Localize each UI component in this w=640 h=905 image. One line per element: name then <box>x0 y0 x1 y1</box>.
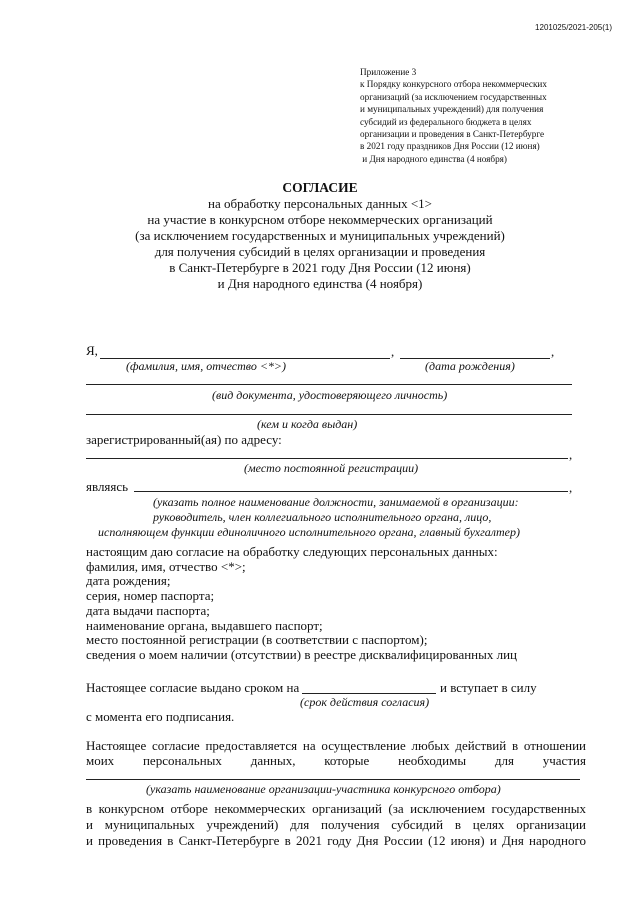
consent-list <box>86 545 517 663</box>
document-number: 1201025/2021-205(1) <box>535 23 612 32</box>
appendix-line: организаций (за исключением государственных <box>360 91 547 102</box>
organization-field[interactable] <box>86 779 580 780</box>
appendix-header <box>360 66 547 165</box>
position-hint: руководитель, член коллегиального исполнительного органа, лицо, <box>153 510 492 524</box>
purpose-line-1: Настоящее согласие предоставляется на осуществление любых действий в отношении <box>86 738 586 753</box>
term-field[interactable] <box>302 693 436 694</box>
term-prefix: Настоящее согласие выдано сроком на <box>86 680 300 695</box>
position-field[interactable] <box>134 491 568 492</box>
purpose-word: для <box>494 753 514 768</box>
residence-field[interactable] <box>86 458 568 459</box>
appendix-line: в 2021 году праздников Дня России (12 июня) <box>360 141 540 152</box>
id-document-field[interactable] <box>86 384 572 385</box>
subtitle-line: (за исключением государственных и муниципальных учреждений) <box>135 228 505 243</box>
purpose-word: которые <box>324 753 370 768</box>
comma: , <box>391 344 395 359</box>
subtitle-line: для получения субсидий в целях организации и проведения <box>154 244 486 259</box>
list-item: наименование органа, выдавшего паспорт; <box>86 617 323 633</box>
appendix-line: и Дня народного единства (4 ноября) <box>360 153 507 164</box>
fio-hint: (фамилия, имя, отчество <*>) <box>126 359 287 373</box>
list-item: фамилия, имя, отчество <*>; <box>86 558 246 574</box>
page-title: СОГЛАСИЕ <box>282 180 358 195</box>
comma: , <box>569 447 573 462</box>
comma: , <box>569 480 573 495</box>
subtitle-line: на обработку персональных данных <1> <box>207 196 432 211</box>
id-document-hint: (вид документа, удостоверяющего личность) <box>212 388 448 402</box>
organization-hint: (указать наименование организации-участника конкурсного отбора) <box>146 782 501 796</box>
term-hint: (срок действия согласия) <box>300 695 430 709</box>
purpose-word: необходимы <box>398 753 467 768</box>
list-item: сведения о моем наличии (отсутствии) в реестре дисквалифицированных лиц <box>86 646 518 662</box>
registered-label: зарегистрированный(ая) по адресу: <box>86 432 282 447</box>
purpose-line-2 <box>86 753 586 769</box>
purpose-word: данных, <box>250 753 296 768</box>
title-block <box>0 179 640 292</box>
position-hint: (указать полное наименование должности, занимаемой в организации: <box>153 495 519 509</box>
appendix-line: к Порядку конкурсного отбора некоммерческих <box>360 79 547 90</box>
list-item: дата рождения; <box>86 573 171 589</box>
residence-hint: (место постоянной регистрации) <box>244 461 419 475</box>
list-item: настоящим даю согласие на обработку следующих персональных данных: <box>86 544 498 559</box>
subtitle-line: в Санкт-Петербурге в 2021 году Дня России (12 июня) <box>169 260 471 275</box>
purpose-paragraph-line: и муниципальных учреждений) для получения субсидий в целях организации <box>86 817 586 832</box>
purpose-paragraph-line: в конкурсном отборе некоммерческих организаций (за исключением государственных <box>86 801 586 816</box>
appendix-line: организации и проведения в Санкт-Петербурге <box>360 129 545 140</box>
subtitle-line: на участие в конкурсном отборе некоммерческих организаций <box>147 212 493 227</box>
term-from: с момента его подписания. <box>86 709 235 724</box>
birthdate-hint: (дата рождения) <box>425 359 515 373</box>
subtitle-line: и Дня народного единства (4 ноября) <box>217 276 423 291</box>
purpose-word: моих <box>86 753 115 768</box>
purpose-paragraph-line: и проведения в Санкт-Петербурге в 2021 году Дня России (12 июня) и Дня народного <box>86 833 586 848</box>
being-label: являясь <box>86 479 129 494</box>
list-item: место постоянной регистрации (в соответствии с паспортом); <box>86 632 428 648</box>
appendix-line: Приложение 3 <box>360 67 417 77</box>
list-item: дата выдачи паспорта; <box>86 602 210 618</box>
issued-by-hint: (кем и когда выдан) <box>257 417 358 431</box>
issued-by-field[interactable] <box>86 414 572 415</box>
purpose-word: участия <box>542 753 586 768</box>
ya-label: Я, <box>86 343 98 358</box>
position-hint: исполняющем функции единоличного исполнительного органа, главный бухгалтер) <box>98 525 520 539</box>
term-suffix: и вступает в силу <box>440 680 537 695</box>
comma: , <box>551 344 555 359</box>
appendix-line: субсидий из федерального бюджета в целях <box>360 116 532 127</box>
purpose-word: персональных <box>142 753 222 768</box>
appendix-line: и муниципальных учреждений) для получения <box>360 104 544 115</box>
list-item: серия, номер паспорта; <box>86 588 215 604</box>
